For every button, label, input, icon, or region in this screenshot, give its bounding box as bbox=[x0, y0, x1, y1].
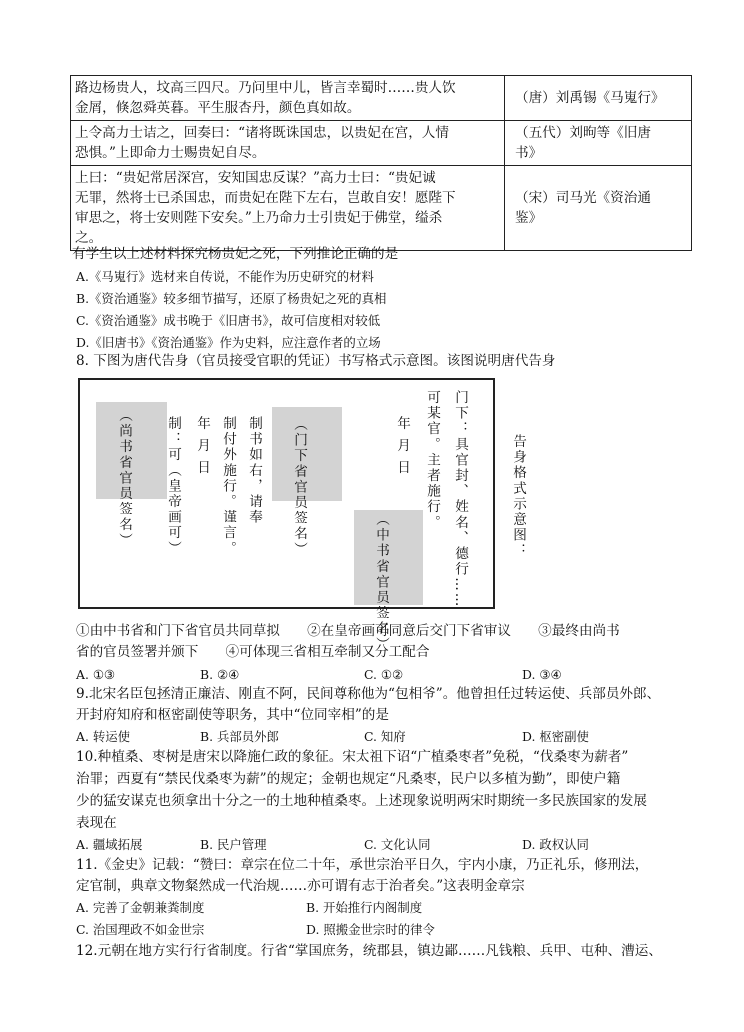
q10-option-a: A. 疆域拓展 bbox=[76, 837, 143, 852]
table-cell-text bbox=[71, 166, 505, 251]
q8-option-c: C. ①② bbox=[364, 667, 404, 682]
q10-option-c: C. 文化认同 bbox=[364, 837, 431, 852]
q10-line-2: 治罪；西夏有“禁民伐桑枣为薪”的规定；金朝也规定“凡桑枣，民户以多植为勤”，即使户籍 bbox=[76, 771, 621, 787]
table-text-line: 审思之，将士安则陛下安矣。”上乃命力士引贵妃于佛堂，缢杀 bbox=[75, 210, 443, 226]
zhike-column: 制：可（皇帝画可） bbox=[165, 416, 181, 557]
zhishu-column: 制书如右，请奉 bbox=[246, 416, 262, 526]
zhongshu-sign-text: （中书省官员签名） bbox=[373, 512, 389, 653]
shangshu-sign-text: （尚书省官员签名） bbox=[116, 408, 132, 549]
q8-statements-line-2: 省的官员签署并颁下 ④可体现三省相互牵制又分工配合 bbox=[76, 644, 430, 660]
table-text-line: 恐惧。”上即命力士赐贵妃自尽。 bbox=[75, 145, 266, 161]
q7-stem: 有学生以上述材料探究杨贵妃之死，下列推论正确的是 bbox=[72, 246, 399, 262]
table-source-line: （五代）刘昫等《旧唐 bbox=[515, 125, 651, 141]
q9-option-d: D. 枢密副使 bbox=[522, 729, 589, 744]
table-cell-source bbox=[505, 121, 692, 166]
table-row bbox=[71, 76, 692, 121]
q11-option-d: D. 照搬金世宗时的律令 bbox=[306, 922, 435, 937]
q11-option-a: A. 完善了金朝兼粪制度 bbox=[76, 900, 205, 915]
date-column-2: 年 月 日 bbox=[194, 416, 210, 476]
table-cell-source bbox=[505, 166, 692, 251]
q10-line-4: 表现在 bbox=[76, 815, 117, 831]
table-source-line: （宋）司马光《资治通 bbox=[515, 190, 651, 206]
q9-option-a: A. 转运使 bbox=[76, 729, 130, 744]
table-text-line: 上曰：“贵妃常居深宫，安知国忠反谋？”高力士曰：“贵妃诚 bbox=[75, 170, 436, 186]
q11-option-b: B. 开始推行内阁制度 bbox=[306, 900, 423, 915]
q8-option-a: A. ①③ bbox=[76, 667, 116, 682]
table-cell-text bbox=[71, 76, 505, 121]
table-source-line: （唐）刘禹锡《马嵬行》 bbox=[515, 90, 665, 106]
q9-stem-line-2: 开封府知府和枢密副使等职务，其中“位同宰相”的是 bbox=[76, 707, 389, 723]
q11-option-c: C. 治国理政不如金世宗 bbox=[76, 922, 205, 937]
zhongshu-sign-box bbox=[354, 510, 423, 653]
table-text-line: 无罪，然将士已杀国忠，而贵妃在陛下左右，岂敢自安！愿陛下 bbox=[75, 190, 456, 206]
kemou-column: 可某官。主者施行。 bbox=[424, 390, 440, 531]
q7-option-b: B.《资治通鉴》较多细节描写，还原了杨贵妃之死的真相 bbox=[76, 291, 387, 306]
table-text-line: 金屑，倏忽舜英暮。平生服杏丹，颜色真如故。 bbox=[75, 100, 361, 116]
q7-option-c: C.《资治通鉴》成书晚于《旧唐书》，故可信度相对较低 bbox=[76, 313, 381, 328]
q8-statements-line-1: ①由中书省和门下省官员共同草拟 ②在皇帝画可同意后交门下省审议 ③最终由尚书 bbox=[76, 623, 620, 639]
q10-option-b: B. 民户管理 bbox=[200, 837, 267, 852]
menxia-sign-text: （门下省官员签名） bbox=[291, 417, 307, 558]
shangshu-sign-box bbox=[96, 402, 167, 549]
zhifu-column: 制付外施行。谨言。 bbox=[220, 416, 236, 557]
q9-option-b: B. 兵部员外郎 bbox=[200, 729, 279, 744]
q10-line-1: 10.种植桑、枣树是唐宋以降施仁政的象征。宋太祖下诏“广植桑枣者”免税，“伐桑枣为薪者” bbox=[76, 749, 629, 765]
q10-line-3: 少的猛安谋克也须拿出十分之一的土地种植桑枣。上述现象说明两宋时期统一多民族国家的发展 bbox=[76, 793, 647, 809]
q11-stem-line-2: 定官制，典章文物粲然成一代治规……亦可谓有志于治者矣。”这表明金章宗 bbox=[76, 878, 525, 894]
q7-option-a: A.《马嵬行》选材来自传说，不能作为历史研究的材料 bbox=[76, 269, 374, 284]
q11-stem-line-1: 11.《金史》记载：“赞曰：章宗在位二十年，承世宗治平日久，宇内小康，乃正礼乐，修刑法， bbox=[76, 857, 649, 873]
q10-option-d: D. 政权认同 bbox=[522, 837, 589, 852]
menxia-column: 门下：具官封、姓名、德行…… bbox=[452, 390, 468, 609]
date-column-1: 年 月 日 bbox=[394, 416, 410, 476]
table-row bbox=[71, 166, 692, 251]
q12-line-1: 12.元朝在地方实行行省制度。行省“掌国庶务，统郡县，镇边鄙……凡钱粮、兵甲、屯种、漕运、 bbox=[76, 943, 662, 959]
q9-stem-line-1: 9.北宋名臣包拯清正廉洁、刚直不阿，民间尊称他为“包相爷”。他曾担任过转运使、兵部员外郎、 bbox=[76, 686, 661, 702]
diagram-side-title: 告身格式示意图： bbox=[510, 434, 526, 559]
table-text-line: 之。 bbox=[75, 230, 103, 246]
source-table bbox=[70, 75, 692, 251]
table-text-line: 上令高力士诘之，回奏曰：“诸将既诛国忠，以贵妃在宫，人情 bbox=[75, 125, 449, 141]
table-text-line: 路边杨贵人，坟高三四尺。乃问里中儿，皆言幸蜀时……贵人饮 bbox=[75, 80, 456, 96]
q9-option-c: C. 知府 bbox=[364, 729, 406, 744]
table-source-line: 书》 bbox=[515, 145, 543, 161]
table-source-line: 鉴》 bbox=[515, 210, 543, 226]
q8-option-d: D. ③④ bbox=[522, 667, 562, 682]
table-cell-source bbox=[505, 76, 692, 121]
q7-option-d: D.《旧唐书》《资治通鉴》作为史料，应注意作者的立场 bbox=[76, 335, 381, 350]
menxia-sign-box bbox=[272, 407, 342, 558]
table-cell-text bbox=[71, 121, 505, 166]
q8-stem: 8. 下图为唐代告身（官员接受官职的凭证）书写格式示意图。该图说明唐代告身 bbox=[76, 353, 556, 369]
q8-option-b: B. ②④ bbox=[200, 667, 240, 682]
table-row bbox=[71, 121, 692, 166]
